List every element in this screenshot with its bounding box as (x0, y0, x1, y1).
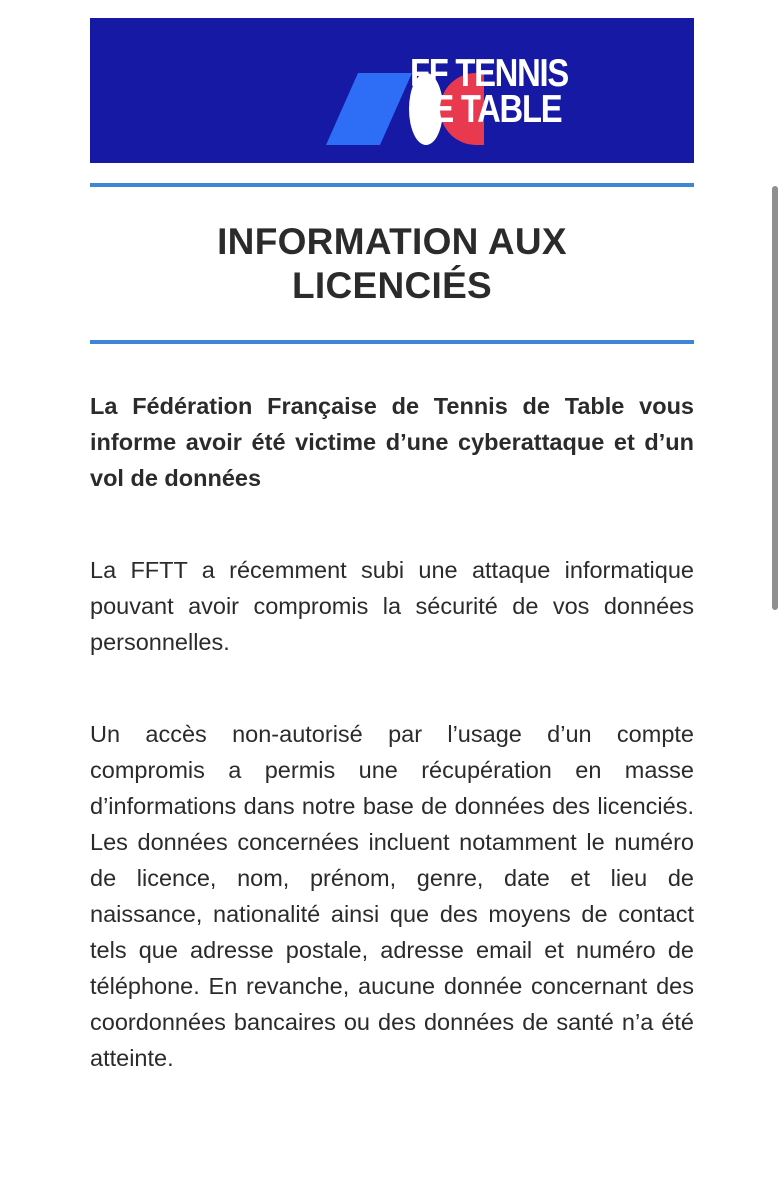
paragraph-details: Un accès non-autorisé par l’usage d’un compte compromis a permis une récupération en masse d’informations dans notre base de données des licenciés. Les données concernées incluent notamment le numéro de licence, nom, prénom, genre, date et lieu de naissance, nationalité ainsi que des moyens de contact tels que adresse postale, adresse email et numéro de téléphone. En revanche, aucune donnée concernant des coordonnées bancaires ou des données de santé n’a été atteinte. (90, 721, 694, 1071)
email-body (90, 18, 694, 1076)
logo-wordmark-line1: FF TENNIS (410, 52, 568, 95)
page-title-line2: LICENCIÉS (291, 265, 493, 306)
logo-wordmark (410, 52, 568, 131)
paragraph-attack: La FFTT a récemment subi une attaque informatique pouvant avoir compromis la sécurité de vos données personnelles. (90, 557, 694, 655)
lead-statement: La Fédération Française de Tennis de Table vous informe avoir été victime d’une cyberattaque et d’un vol de données (90, 393, 694, 491)
divider-bottom (90, 340, 694, 344)
header-banner (90, 18, 694, 163)
logo-wordmark-line2: DE TABLE (410, 88, 562, 131)
logo-blue-parallelogram (326, 73, 412, 145)
divider-top (90, 183, 694, 187)
page-title-line1: INFORMATION AUX (217, 221, 567, 262)
page-title (90, 220, 694, 308)
scrollbar-thumb[interactable] (772, 186, 778, 610)
